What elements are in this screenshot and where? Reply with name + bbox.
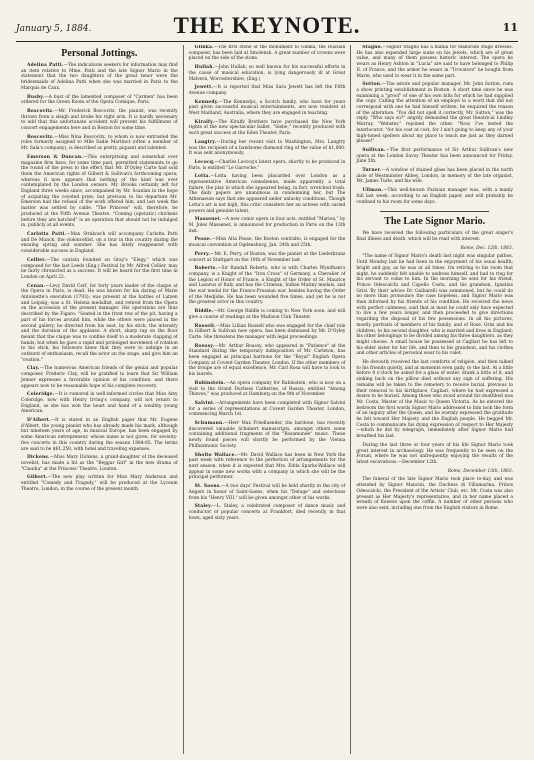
item-text: —The first stone of the monument to Glinka, the Russian composer, has been laid at Smolensk. A great number of crowns were placed on the side of the stone. bbox=[188, 45, 346, 62]
item-lead: Schumann. bbox=[194, 421, 225, 427]
item-lead: Lotta. bbox=[194, 174, 211, 180]
item-text: —This enterprising and somewhat over magazine firm have, for some time past, permitted statements to go the round of the press to the effect that Mr. D'Oyley Carte had sold them the American rights of Gilbert & Sullivan's forthcoming opera; whereas it now appears that nothing of the kind was ever contemplated by the London owners. Mr. Brooks certainly left for England three weeks since, accompanied by Mr. Scanlan in the hope of acquiring the coveted prize, but previous to his departure Mr. Emerson had the refusal of the work offered him, and last week the matter was settled by cable. "The Princess" will, therefore, be produced at the Fifth Avenue Theatre. "Coming (operatic) chickens before they are hatched" is an operation that should not be indulged in, publicly at all events. bbox=[21, 154, 178, 229]
news-item bbox=[189, 85, 346, 96]
column-1 bbox=[16, 45, 183, 754]
item-text: —Mr. E. Perry, of Boston, was the pianist at the Liederkranz concert at Stuttgart on the 10th of November last. bbox=[188, 251, 346, 263]
news-item bbox=[356, 443, 513, 466]
news-item bbox=[189, 100, 346, 117]
item-lead: Perry. bbox=[194, 251, 211, 257]
column-2 bbox=[183, 45, 351, 754]
item-text: —This well-known Parisian manager was, with a manly full last week, according to an English paper, and will probably be confined to his room for some days. bbox=[356, 188, 514, 205]
news-item bbox=[189, 453, 346, 482]
item-lead: Russell. bbox=[194, 323, 216, 329]
item-lead: Langtry. bbox=[194, 139, 217, 145]
item-lead: Salvini. bbox=[194, 400, 215, 406]
item-text: —Mr. Arthur Roussy, who appeared in "Patience" at the Standard during the temporary indisposition of Mr. Carleton, has been engaged as principal baritone for the "Royal" English Opera Company at Covent Garden Theater, London. If the other members of the troupe are of equal excellence, Mr. Carl Rosa will have to look to his laurels. bbox=[188, 343, 346, 378]
item-lead: Roberts. bbox=[194, 266, 218, 272]
item-lead: Ullman. bbox=[362, 188, 384, 194]
section-divider bbox=[380, 211, 489, 212]
item-lead: Pease. bbox=[194, 237, 212, 243]
dateline bbox=[356, 246, 513, 252]
item-text: —The cantata founded on Gray's "Elegy," which was composed for the last Leeds (Eng.) Festival by Mr. Alfred Cellier, may be fairly chronicled as a success. It will be heard for the first time in London on April 22. bbox=[21, 257, 178, 280]
news-item bbox=[189, 504, 346, 521]
item-text: We have received the following particulars of the great singer's final illness and death, which will be read with interest: bbox=[356, 231, 514, 242]
item-text: —Mr. David Wallace has been in New York the past week with reference to the perfection of arrangements for the next season, when it is expected that Mrs. Edda Sparks-Wallace will appear in some new works with a company in which she will be the principal performer. bbox=[188, 452, 346, 481]
news-item bbox=[189, 484, 346, 501]
item-text: —Miss Alta Pease, the Boston contralto, is engaged for the musical convention at Ogdensburg, Jan. 24th and 25th. bbox=[188, 237, 346, 249]
dateline bbox=[356, 469, 513, 475]
news-item bbox=[189, 237, 346, 248]
article-columns bbox=[16, 45, 518, 754]
item-lead: Cenan. bbox=[27, 283, 46, 289]
item-lead: Busby. bbox=[27, 94, 45, 100]
item-lead: St. Saens. bbox=[194, 484, 222, 490]
item-text: —Arrangements have been completed with Signor Salvini for a series of representations at Covent Garden Theater, London, commencing March 1st. bbox=[188, 400, 346, 418]
item-text: The funeral of the late Signor Mario took place to-day, and was attended by Signor Mancini, the Duchess di Villamarina, Prince Odescalchi, the President of the Artists' Club, etc. Mr. Costa was also present as Her Majesty's representative, and in her name placed a wreath of flowers upon the coffin. A number of other persons who were also sent, including one from the English visitors in Rome. bbox=[356, 477, 514, 511]
page-header bbox=[16, 9, 518, 39]
item-text: —It is rumored in well-informed circles that Miss Amy Coleridge, now with Henry Irving's company, will not return to England, as she has won the heart and hand of a wealthy young American. bbox=[21, 392, 178, 415]
news-item bbox=[189, 344, 346, 378]
section-heading: The Late Signor Mario. bbox=[384, 216, 486, 228]
item-text: —A window of stained glass has been placed in the north aisle of Westminster Abbey, London, in memory of the late organist, Mr. James Turle, and his wife. bbox=[356, 168, 514, 185]
item-text: —John Hullah, so well known for his successful efforts in the cause of musical education, is lying dangerously ill at Great Malvern, Worcestershire, (Eng.) bbox=[188, 65, 346, 82]
item-lead: Gilbert. bbox=[27, 475, 48, 481]
item-text: —Charles Lecocq's latest opera, shortly to be produced in Paris, is entitled "Le Garroche." bbox=[188, 159, 346, 171]
item-text: —A bust of the lamented composer of "Carmen" has been ordered for the Green Room of the Opera Comique, Paris. bbox=[21, 94, 178, 106]
item-lead: Jewett. bbox=[194, 85, 214, 91]
item-text: Rome, December 13th, 1883. bbox=[447, 468, 514, 474]
news-item bbox=[21, 155, 178, 229]
news-item bbox=[189, 309, 346, 320]
item-lead: Emerson & Duncan. bbox=[27, 154, 84, 160]
column-3 bbox=[350, 45, 518, 754]
item-text: —Levy David Cerf, for forty years leader of the claque at the Opera in Paris, is dead. He was known for his daring of Marie Antoinette's execution (1793); was present at the battles of Lutzen and Leipsig; was a St. Helena medallist, and retired from the Opera on the accession of the present manager. His operations are thus described by the Figaro: "Seated in the front row of the pit, having a part of his forces around him, while the others were placed in the second gallery, he directed from his seat, by his stick, the intensity and the duration of the applause. A short, sharp rap on the floor meant that the claque was to confine itself to a moderate clapping of hands; but when he gave a rapid and prolonged movement of rotation to his stick, his followers knew that they were to indulge in an outburst of enthusiasm, recall the actor on the stage, and give him an "ovation." bbox=[21, 283, 178, 363]
news-item bbox=[21, 418, 178, 452]
item-text: —L. Staley, a celebrated composer of dance music and conductor of popular concerts at Frankfort, died recently in that town, aged sixty years. bbox=[188, 504, 346, 521]
news-item bbox=[21, 455, 178, 472]
item-lead: D'Albert. bbox=[27, 418, 51, 424]
item-lead: Massenet. bbox=[194, 217, 222, 223]
news-item bbox=[189, 217, 346, 234]
news-item bbox=[189, 174, 346, 214]
item-lead: Glinka. bbox=[194, 45, 214, 50]
item-text: —The Kiralfy Brothers have purchased the New York rights of the new spectacular ballet, "Siebe," recently produced with such great success at the Eden Theater, Paris. bbox=[188, 119, 346, 137]
item-text: —It is stated in an English paper that Mr. Eugene d'Albert, the young pianist who has already made his mark, although but nineteen years of age, in musical Europe, has been engaged by some American entrepreneur, whose name is not given, for seventy-five concerts in this country during the season 1884-85. The terms are said to be $61,250, with hotel and traveling expenses. bbox=[21, 418, 178, 452]
item-lead: Turner. bbox=[362, 168, 382, 174]
news-item bbox=[189, 160, 346, 171]
news-item bbox=[356, 45, 513, 79]
item-text: —The first performance of Sir Arthur Sullivan's new opera at the London Savoy Theater has been announced for Friday, June 5th. bbox=[356, 147, 514, 165]
news-item bbox=[189, 421, 346, 450]
news-item bbox=[21, 475, 178, 492]
item-lead: Sullivan. bbox=[362, 147, 386, 153]
item-lead: Rubinstein. bbox=[194, 380, 226, 386]
news-item bbox=[356, 360, 513, 440]
page-number: 11 bbox=[502, 21, 518, 34]
news-item bbox=[189, 401, 346, 418]
item-text: —It is reported that Miss Sara Jewett has left the Fifth Avenue company. bbox=[188, 85, 346, 96]
news-item bbox=[356, 231, 513, 242]
item-lead: Sutton. bbox=[362, 82, 382, 88]
news-item bbox=[21, 258, 178, 281]
item-lead: Cellier. bbox=[27, 257, 47, 263]
item-lead: Dickens. bbox=[27, 455, 50, 461]
news-item bbox=[189, 45, 346, 62]
item-text: —Sir Randall Roberts, who is with Charles Wyndham's company, is a Knight of the "Iron Cross" of Germany, a Chevalier of the Legion of Honor of France, a Knight of the Order of St. Maurice and Lazarus of Italy, and has the Crimean, Indian Mutiny medals, and the war medal for the Franco-Prussian war, besides having the Order of the Medjidie. He has been wounded five times, and yet he is not the greatest actor in this country. bbox=[188, 266, 346, 306]
news-item bbox=[189, 252, 346, 263]
section-heading: Personal Jottings. bbox=[61, 48, 138, 59]
issue-date: January 5, 1884. bbox=[16, 24, 92, 34]
news-item bbox=[356, 148, 513, 165]
item-text: —Herr Max Friedlaender, the baritone, has recently discovered valuable Schubert manuscripts, amongst others some containing additional fragments of the "Rosamunde" music. These newly found pieces will shortly be performed by the Vienna Philharmonic Society. bbox=[188, 421, 346, 449]
item-text: —Mr. George Riddle is coming to New York soon, and will give a course of readings at the Madison Club Theater. bbox=[188, 309, 346, 320]
item-text: —A new comic opera in four acts, entitled "Marion," by M. Jules Massenet, is announced for production in Paris on the 13th inst. bbox=[188, 217, 346, 234]
item-text: —Miss Lillian Russell who was engaged for the chief role in Gilbert & Sullivan new opera, has been dismissed by Mr. D'Oyley Carte. She threatens the manager with legal proceedings. bbox=[188, 323, 346, 340]
news-item bbox=[21, 63, 178, 92]
item-lead: Carlotta Patti. bbox=[27, 231, 67, 237]
item-lead: Roussy. bbox=[194, 343, 215, 349]
news-item bbox=[356, 168, 513, 185]
item-lead: Kiralfy. bbox=[194, 119, 215, 125]
item-text: —Mr. Frederick Boscovitz, the pianist, was recently thrown from a sleigh and broke his right arm. It is hardly necessary to add that this unfortunate accident will prevent his fulfillment of concert engagements here and in Boston for some time. bbox=[21, 108, 178, 132]
news-item bbox=[189, 120, 346, 137]
item-text: He devoutly received the last comforts of religion, and then talked to his friends quietly, and at moments even gaily, to the last. At a little before 8 o'clock he asked for a glass of water, drank a little of it, and sinking back on the pillow died without any sign of suffering. His remains will be taken to the cemetery to receive burial, previous to their removal to his birthplace, Cagliari, where he had expressed a desire to be buried. Among those who stood around his deathbed was Mr. Costa, Master of the Music to Queen Victoria. As he entered the bedroom the first words Signor Mario addressed to him took the form of an inquiry after the Queen, and he warmly expressed the gratitude he felt toward Her Majesty and the English people. He begged Mr. Costa to communicate his dying expression of respect to Her Majesty—which he did by telegraph, immediately after Signor Mario had breathed his last. bbox=[356, 360, 514, 440]
header-rule bbox=[16, 41, 518, 42]
item-lead: Kennedy. bbox=[194, 99, 219, 105]
item-text: —The astute and popular manager, Mr. John Sutton, runs a show printing establishment in Boston. A short time since he was examining a "proof" of one of his own bills for which he had supplied the copy. Calling the attention of an employé to a word that did not correspond with one he had himself written, he enquired the reason of the alteration. "You did not spell it correctly, Mr. Sutton," was the reply. "Who says so?" angrily demanded the great theatrical Lindley Murray. "Webster," rejoined the other. "Now, I've tested the interlocutor, "for his cost at cost, for I ain't going to keep any of your high-toned spellers about my place to teach me just as they darned please!" bbox=[356, 82, 514, 145]
news-item bbox=[189, 140, 346, 157]
item-lead: Coleridge. bbox=[27, 392, 55, 398]
news-item bbox=[189, 266, 346, 306]
news-item bbox=[189, 381, 346, 398]
item-text: —The new play written for Miss Mary Anderson and entitled "Comedy and Tragedy," will be produced at the Lyceum Theatre, London, in the course of the present month. bbox=[21, 475, 178, 492]
item-lead: Clay. bbox=[27, 366, 40, 372]
news-item bbox=[21, 392, 178, 415]
masthead-title: THE KEYNOTE. bbox=[173, 13, 361, 38]
item-text: —Signor Stagno has a mania for elaborate stage dresses. He has also expended large sums on his jewels, which are of great value, and many of them possess historic interest. The opera he wears as Henry Ashton in "Lucia" are said to have belonged to Philip II. of France, and the armor he wears in "Trovatore" he bought from Marie, who used to wear it in the same part. bbox=[356, 45, 514, 79]
item-lead: Boscovitz. bbox=[27, 134, 54, 140]
news-item bbox=[21, 95, 178, 106]
item-lead: Adelina Patti. bbox=[27, 63, 64, 68]
item-lead: Stagno. bbox=[362, 45, 383, 50]
news-item bbox=[356, 188, 513, 205]
news-item bbox=[21, 232, 178, 255]
news-item bbox=[356, 254, 513, 357]
item-lead: Riddle. bbox=[194, 309, 214, 315]
item-lead: Boscovitz. bbox=[27, 108, 54, 114]
news-item bbox=[356, 82, 513, 145]
news-item bbox=[356, 477, 513, 511]
item-text: —The Kennedys, a Scotch family, who have for years past given successful musical entertainments, are now resident at West Maitland, Australia, where they are engaged in teaching. bbox=[188, 99, 346, 117]
item-text: —Miss Mary Dickens, a grand-daughter of the deceased novelist, has made a hit as the "Beggar Girl" in the new drama of "Claudia" at the Princess' Theatre, London. bbox=[21, 455, 178, 472]
news-item bbox=[21, 109, 178, 132]
item-text: —A two days' Festival will be held shortly in the city of Angers in honor of Saint-Saens, when his "Deluge" and selections from his "Henry VIII." will be given amongst other of his works. bbox=[188, 484, 346, 501]
news-item bbox=[21, 366, 178, 389]
item-text: During the last three or four years of his life Signor Mario took great interest in archaeology. He was frequently to be seen on the Forum, where he was not unfrequently enjoying the results of the latest excavations.—December 12th. bbox=[356, 442, 514, 465]
item-text: Rome, Dec. 12th, 1883. bbox=[460, 245, 514, 251]
item-lead: Sholto Wallace. bbox=[194, 452, 237, 458]
item-text: "The name of Signor Mario's death last night was singular pathos. Until Monday last he had been in the enjoyment of his usual health; bright and gay, as he was at all times. On retiring to his room that night, he suddenly felt unable to undress himself, and had to ring for his servant to come to him. In the morning he sent for his friend, Prince Odescalchi and Capello Costa, and his grandson, Ignatius Grisi. By their advice Dr. Galbarelli was summoned, but he could do no more than pronounce the case hopeless, and Signor Mario was then informed by his friends of his condition. He received the news with perfect calmness, said that at most he could only have expected to live a few years longer, and then proceeded to give directions regarding the disposal of his few possessions. In all his pictures, mostly portraits of members of his family, and of Rose, Grisi and his children, to his second daughter, who is married and lives in England; his other belongings to be divided among his three daughters, as they might choose. A small house he possessed at Cagliari he has left to his elder sister for her life, and then to his grandson, and his clothes and other articles of personal wear to his valet. bbox=[356, 254, 514, 357]
news-item bbox=[21, 284, 178, 364]
news-item bbox=[189, 324, 346, 341]
item-text: —The numerous American friends of the genial and popular composer, Frederic Clay, will be gratified to learn that Sir William Jenner expresses a favorable opinion of his condition, and there appears now to be reasonable hope of his complete recovery. bbox=[21, 366, 178, 389]
news-item bbox=[189, 65, 346, 82]
item-text: —Max Strakosch will accompany Carlotta Patti and De Munck, the violoncellist, on a tour in this country during the ensuing spring and summer. She has lately reappeared with considerable success in England. bbox=[21, 231, 178, 255]
item-text: —An opera company for Rubinstein, who is now on a visit to the Grand Duchess Catherine, of Russia, entitled "Among Thieves," was produced at Hamburg on the 9th of November. bbox=[188, 380, 346, 398]
item-text: —Lotta having been placarded over London as a representative American comedienne, made apparently a total failure, the play in which she appeared being, in fact, wretched trash. The daily papers are unanimous in condemning her, but The Athenaeum says that she appeared under unlucky conditions. Though Lotta's art is not high, this critic considers her an actress with varied powers and genuine talent. bbox=[188, 174, 346, 214]
item-lead: Lecocq. bbox=[194, 159, 215, 165]
news-item bbox=[21, 135, 178, 152]
item-text: —The indications seekers for information may find an item relative to Mme. Patti and the late Signor Mario in the statement that the two daughters of the great tenor were the bridesmaids of Adelina Patti when she was married in Paris to the Marquis de Caux. bbox=[21, 63, 178, 91]
item-text: —During her recent visit to Washington, Mrs. Langtry was the recipient of a handsome diamond ring of the value of $1,000. It was sent anonymously. bbox=[188, 139, 346, 157]
item-lead: Staley. bbox=[194, 504, 213, 510]
item-lead: Hullah. bbox=[194, 65, 215, 71]
item-text: —Miss Nina Boscovitz, to whom is now entrusted the roles formerly assigned to Mlle Sadie Martinot (often a member of Mr. Sala's company), is described as pretty, piquant and talented. bbox=[21, 134, 178, 152]
